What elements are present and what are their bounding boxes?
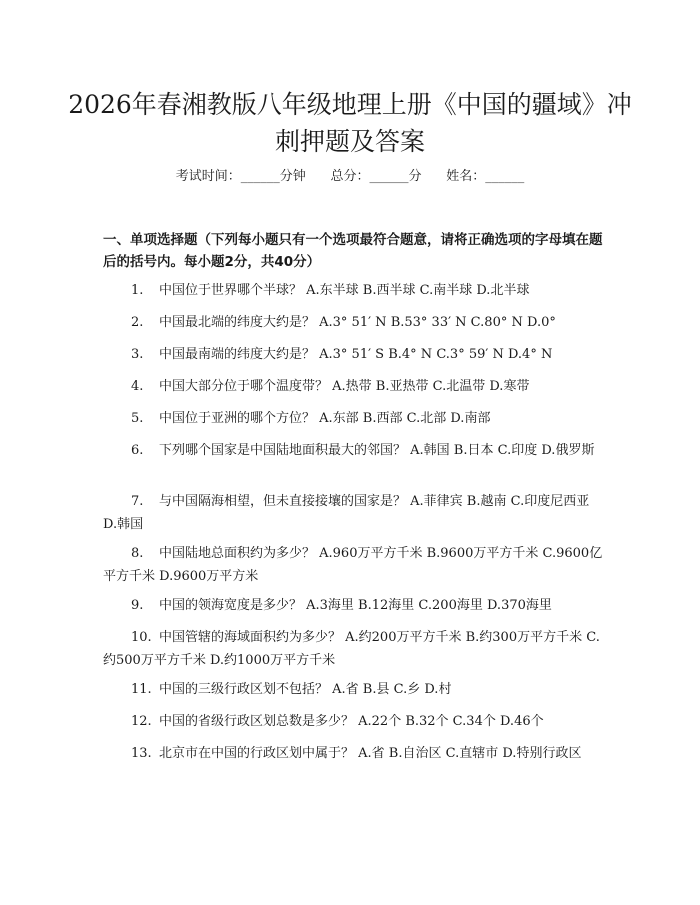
question-text: 中国的三级行政区划不包括？ A.省 B.县 C.乡 D.村 bbox=[159, 682, 452, 697]
question-number: 1. bbox=[131, 283, 144, 298]
question-item bbox=[103, 279, 603, 302]
question-text: 与中国隔海相望，但未直接接壤的国家是？ A.菲律宾 B.越南 C.印度尼西亚 D.韩国 bbox=[103, 494, 590, 532]
question-item bbox=[103, 343, 603, 366]
question-number: 7. bbox=[131, 494, 144, 509]
question-text: 中国的省级行政区划总数是多少？ A.22个 B.32个 C.34个 D.46个 bbox=[159, 714, 544, 729]
question-text: 中国大部分位于哪个温度带？ A.热带 B.亚热带 C.北温带 D.寒带 bbox=[159, 379, 530, 394]
page-title: 2026年春湘教版八年级地理上册《中国的疆域》冲刺押题及答案 bbox=[68, 90, 632, 156]
question-text: 中国位于世界哪个半球？ A.东半球 B.西半球 C.南半球 D.北半球 bbox=[159, 283, 530, 298]
question-number: 13. bbox=[131, 746, 152, 761]
section-heading: 一、单项选择题（下列每小题只有一个选项最符合题意，请将正确选项的字母填在题后的括号内。每小题2分，共40分） bbox=[103, 232, 603, 270]
question-item bbox=[103, 626, 603, 672]
question-text: 中国陆地总面积约为多少？ A.960万平方千米 B.9600万平方千米 C.9600亿平方千米 D.9600万平方米 bbox=[103, 546, 603, 584]
question-item bbox=[103, 490, 603, 536]
question-text: 下列哪个国家是中国陆地面积最大的邻国？ A.韩国 B.日本 C.印度 D.俄罗斯 bbox=[159, 443, 595, 458]
question-item bbox=[103, 542, 603, 588]
question-number: 8. bbox=[131, 546, 144, 561]
question-number: 3. bbox=[131, 347, 144, 362]
question-number: 6. bbox=[131, 443, 144, 458]
question-number: 5. bbox=[131, 411, 144, 426]
question-number: 9. bbox=[131, 598, 144, 613]
question-item bbox=[103, 678, 603, 701]
question-number: 11. bbox=[131, 682, 152, 697]
exam-info-line: 考试时间：______分钟 总分：______分 姓名：______ bbox=[175, 169, 525, 184]
question-item bbox=[103, 311, 603, 334]
question-item bbox=[103, 439, 603, 462]
question-text: 北京市在中国的行政区划中属于？ A.省 B.自治区 C.直辖市 D.特别行政区 bbox=[159, 746, 582, 761]
question-number: 2. bbox=[131, 315, 144, 330]
question-item bbox=[103, 710, 603, 733]
question-item bbox=[103, 407, 603, 430]
question-number: 10. bbox=[131, 630, 152, 645]
question-number: 12. bbox=[131, 714, 152, 729]
question-text: 中国最南端的纬度大约是？ A.3° 51′ S B.4° N C.3° 59′ N D.4° N bbox=[159, 347, 553, 362]
question-item bbox=[103, 742, 603, 765]
question-text: 中国位于亚洲的哪个方位？ A.东部 B.西部 C.北部 D.南部 bbox=[159, 411, 491, 426]
question-item bbox=[103, 375, 603, 398]
question-text: 中国最北端的纬度大约是？ A.3° 51′ N B.53° 33′ N C.80° N D.0° bbox=[159, 315, 556, 330]
question-text: 中国的领海宽度是多少？ A.3海里 B.12海里 C.200海里 D.370海里 bbox=[159, 598, 552, 613]
question-item bbox=[103, 594, 603, 617]
question-number: 4. bbox=[131, 379, 144, 394]
question-text: 中国管辖的海域面积约为多少？ A.约200万平方千米 B.约300万平方千米 C.约500万平方千米 D.约1000万平方千米 bbox=[103, 630, 600, 668]
